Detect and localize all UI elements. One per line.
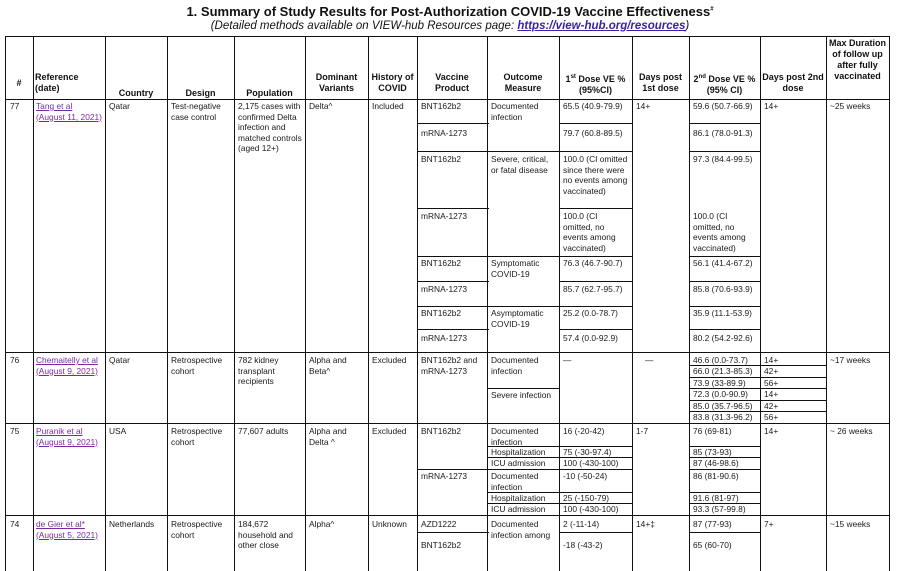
outcome-measure: Hospitalization <box>491 493 546 503</box>
dose1-ve: 100 (-430-100) <box>563 458 619 468</box>
days-post-dose2: 14+ <box>764 389 779 399</box>
history: Included <box>372 101 404 111</box>
country: Netherlands <box>109 519 155 529</box>
dose1-ve: 79.7 (60.8-89.5) <box>563 128 623 138</box>
header-num: # <box>16 78 22 88</box>
header-country: Country <box>118 88 154 98</box>
dose2-ve: 87 (46-98.6) <box>693 458 739 468</box>
dose2-ve: 85 (73-93) <box>693 447 732 457</box>
dose1-ve: 2 (-11-14) <box>563 519 600 529</box>
header-dose1: 1st Dose VE % (95%CI) <box>565 74 626 95</box>
dose1-ve: -10 (-50-24) <box>563 471 608 481</box>
country: Qatar <box>109 355 130 365</box>
variants: Alpha and Beta^ <box>309 355 347 376</box>
days-post-dose2: 56+ <box>764 378 779 388</box>
dose2-ve: 86 (81-90.6) <box>693 471 739 481</box>
dose1-ve: 76.3 (46.7-90.7) <box>563 258 623 268</box>
dose2-ve: 83.8 (31.3-96.2) <box>693 412 753 422</box>
results-table <box>5 36 890 571</box>
dose2-ve: 93.3 (57-99.8) <box>693 504 746 514</box>
header-dose2: 2nd Dose VE % (95% CI) <box>693 74 756 95</box>
days-post-dose1: — <box>645 355 654 365</box>
outcome-measure: ICU admission <box>491 504 546 514</box>
dose2-ve: 66.0 (21.3-85.3) <box>693 366 753 376</box>
outcome-measure: Documented infection <box>491 355 539 376</box>
outcome-measure: Documented infection <box>491 471 539 492</box>
dose1-ve: 65.5 (40.9-79.9) <box>563 101 623 111</box>
dose2-ve: 80.2 (54.2-92.6) <box>693 333 753 343</box>
days-post-dose2: 14+ <box>764 426 779 436</box>
population: 2,175 cases with confirmed Delta infection and matched controls (aged 12+) <box>238 101 302 154</box>
header-design: Design <box>185 88 216 98</box>
population: 77,607 adults <box>238 426 289 436</box>
followup: ~17 weeks <box>830 355 871 365</box>
dose2-ve: 56.1 (41.4-67.2) <box>693 258 753 268</box>
vaccine-product: BNT162b2 <box>421 101 462 111</box>
population: 184,672 household and other close <box>238 519 293 551</box>
dose2-ve: 87 (77-93) <box>693 519 732 529</box>
days-post-dose2: 14+ <box>764 101 779 111</box>
days-post-dose2: 42+ <box>764 401 779 411</box>
days-post-dose1: 14+ <box>636 101 651 111</box>
design: Retrospective cohort <box>171 519 223 540</box>
days-post-dose1: 1-7 <box>636 426 649 436</box>
dose1-ve: 75 (-30-97.4) <box>563 447 612 457</box>
design: Retrospective cohort <box>171 355 223 376</box>
dose2-ve: 100.0 (CI omitted, no events among vaccinated) <box>693 211 746 253</box>
followup: ~25 weeks <box>830 101 871 111</box>
outcome-measure: Hospitalization <box>491 447 546 457</box>
view-hub-link[interactable]: https://view-hub.org/resources <box>517 20 686 32</box>
header-followup: Max Duration of follow up after fully vaccinated <box>828 38 886 81</box>
vaccine-product: BNT162b2 <box>421 154 462 164</box>
outcome-measure: Documented infection among <box>491 519 551 540</box>
country: USA <box>109 426 127 436</box>
reference-link[interactable]: Puranik et al (August 9, 2021) <box>36 426 98 447</box>
header-variants: Dominant Variants <box>315 72 358 93</box>
days-post-dose2: 7+ <box>764 519 774 529</box>
vaccine-product: mRNA-1273 <box>421 128 468 138</box>
dose1-ve: 57.4 (0.0-92.9) <box>563 333 618 343</box>
days-post-dose2: 14+ <box>764 355 779 365</box>
row-number: 76 <box>10 355 20 365</box>
followup: ~ 26 weeks <box>830 426 873 436</box>
vaccine-product: BNT162b2 <box>421 258 462 268</box>
dose2-ve: 97.3 (84.4-99.5) <box>693 154 753 164</box>
dose1-ve: 100.0 (CI omitted since there were no events among vaccinated) <box>563 154 628 196</box>
outcome-measure: Severe, critical, or fatal disease <box>491 154 549 175</box>
history: Excluded <box>372 426 407 436</box>
vaccine-product: mRNA-1273 <box>421 284 468 294</box>
dose2-ve: 76 (69-81) <box>693 426 732 436</box>
dose2-ve: 59.6 (50.7-66.9) <box>693 101 753 111</box>
dose2-ve: 91.6 (81-97) <box>693 493 739 503</box>
reference-link[interactable]: Chemaitelly et al (August 9, 2021) <box>36 355 98 376</box>
country: Qatar <box>109 101 130 111</box>
dose2-ve: 65 (60-70) <box>693 540 732 550</box>
followup: ~15 weeks <box>830 519 871 529</box>
row-number: 77 <box>10 101 20 111</box>
vaccine-product: mRNA-1273 <box>421 333 468 343</box>
vaccine-product: mRNA-1273 <box>421 211 468 221</box>
header-days2: Days post 2nd dose <box>762 72 824 93</box>
row-number: 74 <box>10 519 20 529</box>
page-title: 1. Summary of Study Results for Post-Authorization COVID-19 Vaccine Effectiveness# <box>186 4 714 19</box>
dose1-ve: 100.0 (CI omitted, no events among vaccinated) <box>563 211 616 253</box>
history: Unknown <box>372 519 407 529</box>
outcome-measure: Documented infection <box>491 101 539 122</box>
vaccine-product: BNT162b2 <box>421 308 462 318</box>
header-population: Population <box>246 88 293 98</box>
header-vaccine: Vaccine Product <box>434 72 469 93</box>
vaccine-product: AZD1222 <box>421 519 457 529</box>
design: Test-negative case control <box>171 101 221 122</box>
dose1-ve: 25 (-150-79) <box>563 493 610 503</box>
header-days1: Days post 1st dose <box>638 72 682 93</box>
population: 782 kidney transplant recipients <box>238 355 279 387</box>
vaccine-product: BNT162b2 and mRNA-1273 <box>421 355 478 376</box>
design: Retrospective cohort <box>171 426 223 447</box>
outcome-measure: Documented infection <box>491 426 539 447</box>
reference-link[interactable]: Tang et al (August 11, 2021) <box>36 101 102 122</box>
header-reference: Reference (date) <box>35 72 79 93</box>
history: Excluded <box>372 355 407 365</box>
dose2-ve: 73.9 (33-89.9) <box>693 378 746 388</box>
vaccine-product: BNT162b2 <box>421 426 462 436</box>
outcome-measure: Severe infection <box>491 390 552 400</box>
dose1-ve: 100 (-430-100) <box>563 504 619 514</box>
dose2-ve: 86.1 (78.0-91.3) <box>693 128 753 138</box>
vaccine-product: mRNA-1273 <box>421 471 468 481</box>
dose2-ve: 35.9 (11.1-53.9) <box>693 308 752 318</box>
outcome-measure: Symptomatic COVID-19 <box>491 258 540 279</box>
days-post-dose2: 56+ <box>764 412 779 422</box>
days-post-dose1: 14+‡ <box>636 519 655 529</box>
dose2-ve: 46.6 (0.0-73.7) <box>693 355 748 365</box>
dose1-ve: 85.7 (62.7-95.7) <box>563 284 623 294</box>
header-outcome: Outcome Measure <box>503 72 543 93</box>
variants: Alpha^ <box>309 519 335 529</box>
dose2-ve: 72.3 (0.0-90.9) <box>693 389 748 399</box>
dose1-ve: 25.2 (0.0-78.7) <box>563 308 618 318</box>
outcome-measure: Asymptomatic COVID-19 <box>491 308 544 329</box>
vaccine-product: BNT162b2 <box>421 540 462 550</box>
days-post-dose2: 42+ <box>764 366 779 376</box>
header-history: History of COVID <box>371 72 414 93</box>
row-number: 75 <box>10 426 20 436</box>
variants: Alpha and Delta ^ <box>309 426 347 447</box>
dose2-ve: 85.8 (70.6-93.9) <box>693 284 753 294</box>
reference-link[interactable]: de Gier et al* (August 5, 2021) <box>36 519 98 540</box>
dose1-ve: — <box>563 355 572 365</box>
variants: Delta^ <box>309 101 333 111</box>
dose2-ve: 85.0 (35.7-96.5) <box>693 401 753 411</box>
outcome-measure: ICU admission <box>491 458 546 468</box>
dose1-ve: -18 (-43-2) <box>563 540 603 550</box>
page-subtitle: (Detailed methods available on VIEW-hub Resources page: https://view-hub.org/resources) <box>210 20 690 32</box>
dose1-ve: 16 (-20-42) <box>563 426 605 436</box>
